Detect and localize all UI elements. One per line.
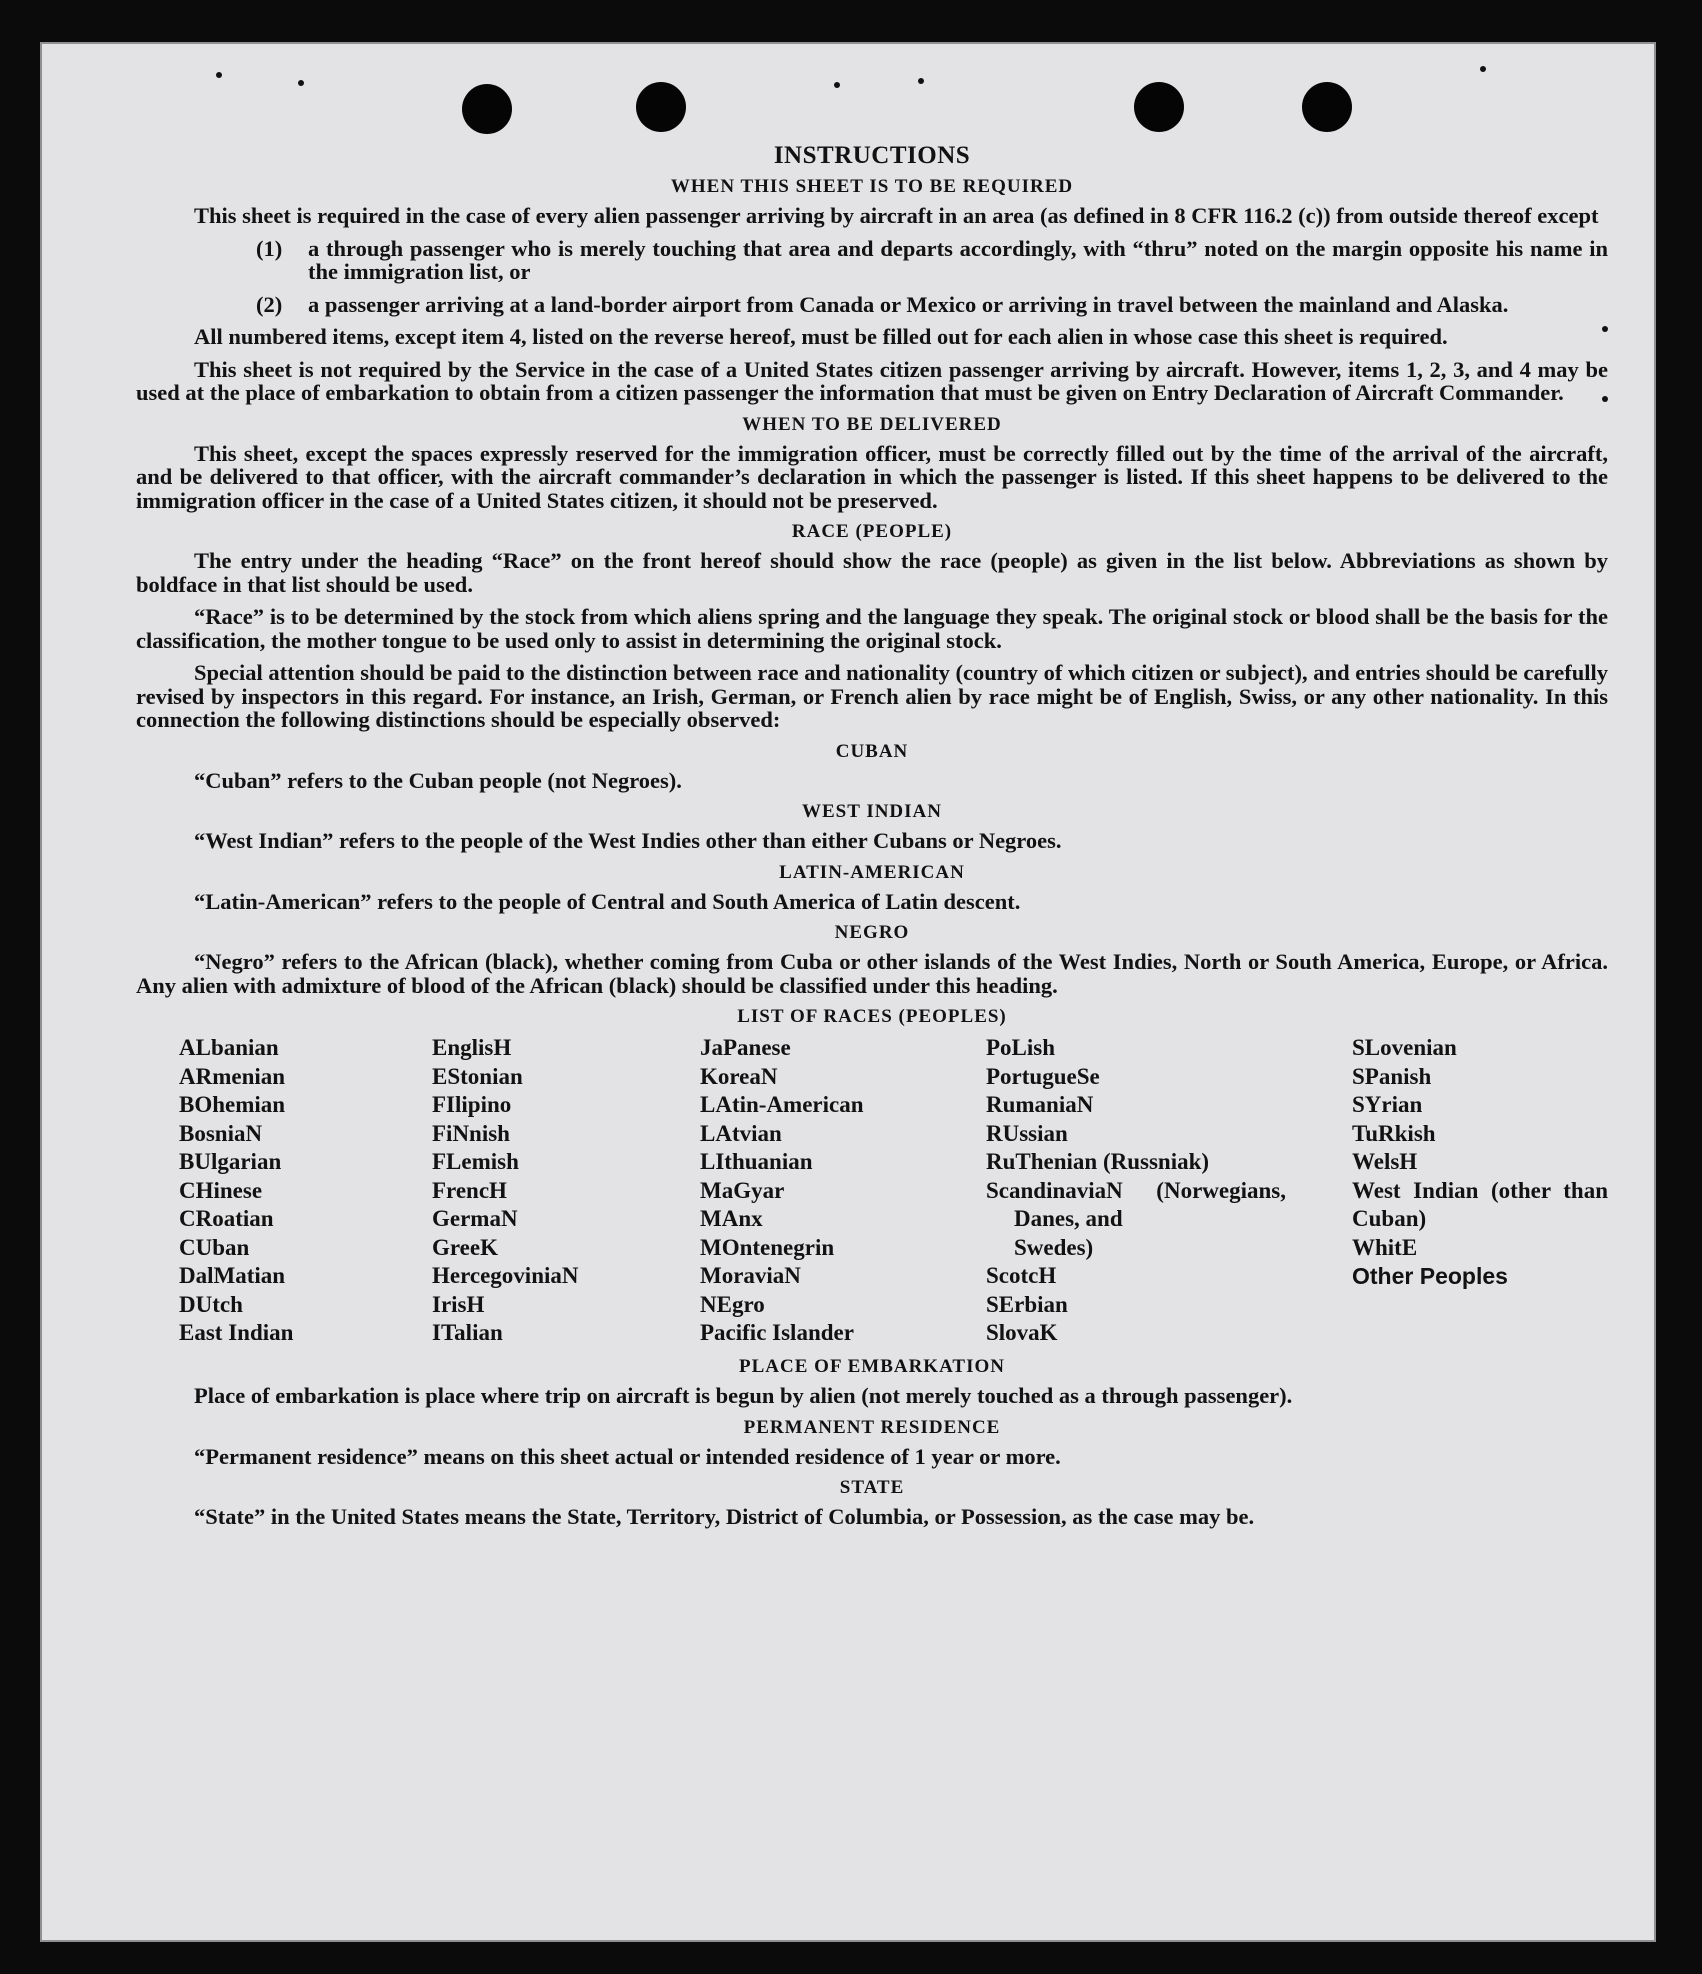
race-item: Pacific Islander bbox=[700, 1320, 854, 1345]
heading-place-of-embarkation: PLACE OF EMBARKATION bbox=[739, 1356, 1005, 1377]
paragraph-delivery: This sheet, except the spaces expressly reserved for the immigration officer, must be correctly filled out by the time of the arrival of the aircraft, and be delivered to that officer, with the aircraft commander’s declaration in which the passenger is listed. If this sheet happens to be delivered to the immigration officer in the case of a United States citizen, it should not be preserved. bbox=[136, 440, 1608, 513]
race-item: ARmenian bbox=[179, 1063, 286, 1089]
race-item: JaPanese bbox=[700, 1035, 791, 1060]
document-page bbox=[40, 42, 1656, 1942]
heading-west-indian: WEST INDIAN bbox=[802, 801, 942, 822]
race-column-5 bbox=[1352, 1034, 1608, 1291]
heading-race: RACE (PEOPLE) bbox=[791, 521, 953, 542]
race-item: SErbian bbox=[986, 1291, 1068, 1317]
heading-cuban: CUBAN bbox=[835, 740, 909, 762]
instructions-document bbox=[136, 120, 1608, 1538]
race-item: GreeK bbox=[432, 1234, 498, 1260]
race-item-scandinavian-end: Swedes) bbox=[1014, 1234, 1094, 1260]
race-item: FIlipino bbox=[432, 1092, 512, 1117]
race-item: SlovaK bbox=[986, 1320, 1058, 1345]
race-item: CUban bbox=[179, 1234, 250, 1260]
paragraph-race-definition: “Race” is to be determined by the stock from which aliens spring and the language they speak. The original stock or blood shall be the basis for the classification, the mother tongue to be used only to assist in determining the original stock. bbox=[136, 604, 1608, 653]
heading-when-delivered: WHEN TO BE DELIVERED bbox=[742, 413, 1002, 435]
heading-when-required: WHEN THIS SHEET IS TO BE REQUIRED bbox=[670, 176, 1074, 197]
race-list bbox=[136, 1034, 1608, 1352]
race-item-scandinavian: ScandinaviaN (Norwegians, Danes, and bbox=[986, 1177, 1286, 1231]
race-item: DalMatian bbox=[179, 1263, 286, 1288]
race-column-1 bbox=[179, 1034, 399, 1348]
definition-latin-american: “Latin-American” refers to the people of Central and South America of Latin descent. bbox=[194, 888, 1021, 914]
paragraph-requirement: This sheet is required in the case of every alien passenger arriving by aircraft in an area (as defined in 8 CFR 116.2 (c)) from outside thereof except bbox=[194, 203, 1599, 228]
race-item: SLovenian bbox=[1352, 1035, 1457, 1060]
race-item: CRoatian bbox=[179, 1206, 274, 1231]
race-item: ScotcH bbox=[986, 1263, 1057, 1288]
heading-latin-american: LATIN-AMERICAN bbox=[779, 861, 965, 883]
instructions-title: INSTRUCTIONS bbox=[773, 142, 971, 169]
race-item: TuRkish bbox=[1352, 1120, 1436, 1146]
exception-text: a through passenger who is merely touching that area and departs accordingly, with “thru” noted on the margin opposite his name in the immigration list, or bbox=[308, 235, 1608, 284]
ink-speck bbox=[918, 78, 924, 84]
race-item: ITalian bbox=[432, 1320, 503, 1345]
paragraph-numbered-items: All numbered items, except item 4, listed on the reverse hereof, must be filled out for each alien in whose case this sheet is required. bbox=[194, 324, 1448, 349]
race-item: RuThenian (Russniak) bbox=[986, 1149, 1210, 1174]
race-item: FLemish bbox=[432, 1149, 519, 1174]
definition-cuban: “Cuban” refers to the Cuban people (not Negroes). bbox=[194, 767, 682, 793]
exception-item-1 bbox=[136, 237, 1608, 284]
heading-list-of-races: LIST OF RACES (PEOPLES) bbox=[737, 1006, 1007, 1027]
race-item: PortugueSe bbox=[986, 1063, 1100, 1089]
exception-text: a passenger arriving at a land-border airport from Canada or Mexico or arriving in travel between the mainland and Alaska. bbox=[308, 291, 1509, 317]
race-item: ALbanian bbox=[179, 1035, 279, 1060]
race-item: LAtin-American bbox=[700, 1092, 864, 1117]
heading-state: STATE bbox=[839, 1477, 905, 1498]
heading-negro: NEGRO bbox=[834, 922, 910, 943]
definition-state: “State” in the United States means the State, Territory, District of Columbia, or Possession, as the case may be. bbox=[194, 1504, 1255, 1529]
race-item: FrencH bbox=[432, 1177, 507, 1203]
race-item: GermaN bbox=[432, 1206, 518, 1231]
exception-number: (2) bbox=[256, 291, 283, 317]
exception-item-2 bbox=[136, 293, 1608, 317]
ink-speck bbox=[834, 82, 840, 88]
race-item: BosniaN bbox=[179, 1120, 263, 1146]
race-item: SYrian bbox=[1352, 1092, 1423, 1117]
race-column-3 bbox=[700, 1034, 960, 1348]
ink-speck bbox=[298, 80, 304, 86]
race-item: MaGyar bbox=[700, 1177, 785, 1203]
race-item: RUssian bbox=[986, 1120, 1068, 1146]
race-item: PoLish bbox=[986, 1035, 1056, 1060]
definition-negro: “Negro” refers to the African (black), whether coming from Cuba or other islands of the West Indies, North or South America, Europe, or Africa. Any alien with admixture of blood of the African (black) should be classified under this heading. bbox=[136, 949, 1608, 998]
race-column-4 bbox=[986, 1034, 1286, 1348]
race-item: DUtch bbox=[179, 1291, 243, 1317]
race-item: FiNnish bbox=[432, 1120, 510, 1146]
race-item: MoraviaN bbox=[700, 1263, 801, 1288]
race-item: East Indian bbox=[179, 1320, 294, 1345]
definition-permanent-residence: “Permanent residence” means on this sheet actual or intended residence of 1 year or more. bbox=[194, 1443, 1061, 1469]
race-item-west-indian: West Indian (other than Cuban) bbox=[1352, 1177, 1608, 1231]
paragraph-race-entry: The entry under the heading “Race” on the front hereof should show the race (people) as given in the list below. Abbreviations as shown by boldface in that list should be used. bbox=[136, 548, 1608, 597]
race-item: HercegoviniaN bbox=[432, 1263, 579, 1288]
race-item: MOntenegrin bbox=[700, 1234, 835, 1260]
race-item: MAnx bbox=[700, 1206, 763, 1231]
race-item: EStonian bbox=[432, 1063, 523, 1089]
paragraph-citizen: This sheet is not required by the Service in the case of a United States citizen passenger arriving by aircraft. However, items 1, 2, 3, and 4 may be used at the place of embarkation to obtain from a citizen passenger the information that must be given on Entry Declaration of Aircraft Commander. bbox=[136, 356, 1608, 405]
definition-place-of-embarkation: Place of embarkation is place where trip on aircraft is begun by alien (not merely touched as a through passenger). bbox=[194, 1383, 1293, 1408]
race-item: RumaniaN bbox=[986, 1092, 1094, 1117]
heading-permanent-residence: PERMANENT RESIDENCE bbox=[743, 1416, 1001, 1438]
race-item: WelsH bbox=[1352, 1149, 1418, 1174]
race-item: NEgro bbox=[700, 1291, 765, 1317]
race-item: IrisH bbox=[432, 1291, 485, 1317]
race-item: LIthuanian bbox=[700, 1149, 813, 1174]
race-item: CHinese bbox=[179, 1177, 263, 1203]
race-item: EnglisH bbox=[432, 1035, 512, 1060]
race-item: WhitE bbox=[1352, 1234, 1418, 1260]
ink-speck bbox=[1480, 66, 1486, 72]
race-item: SPanish bbox=[1352, 1063, 1432, 1089]
race-item: KoreaN bbox=[700, 1063, 778, 1089]
race-item: BUlgarian bbox=[179, 1149, 282, 1174]
definition-west-indian: “West Indian” refers to the people of the West Indies other than either Cubans or Negroes. bbox=[194, 828, 1062, 853]
ink-speck bbox=[216, 72, 222, 78]
race-item: LAtvian bbox=[700, 1120, 782, 1146]
exception-number: (1) bbox=[256, 235, 283, 261]
paragraph-race-nationality: Special attention should be paid to the distinction between race and nationality (country of which citizen or subject), and entries should be carefully revised by inspectors in this regard. For instance, an Irish, German, or French alien by race might be of English, Swiss, or any other nationality. In this connection the following distinctions should be especially observed: bbox=[136, 660, 1608, 732]
race-column-2 bbox=[432, 1034, 662, 1348]
race-item-other-peoples: Other Peoples bbox=[1352, 1263, 1508, 1289]
race-item: BOhemian bbox=[179, 1092, 286, 1117]
